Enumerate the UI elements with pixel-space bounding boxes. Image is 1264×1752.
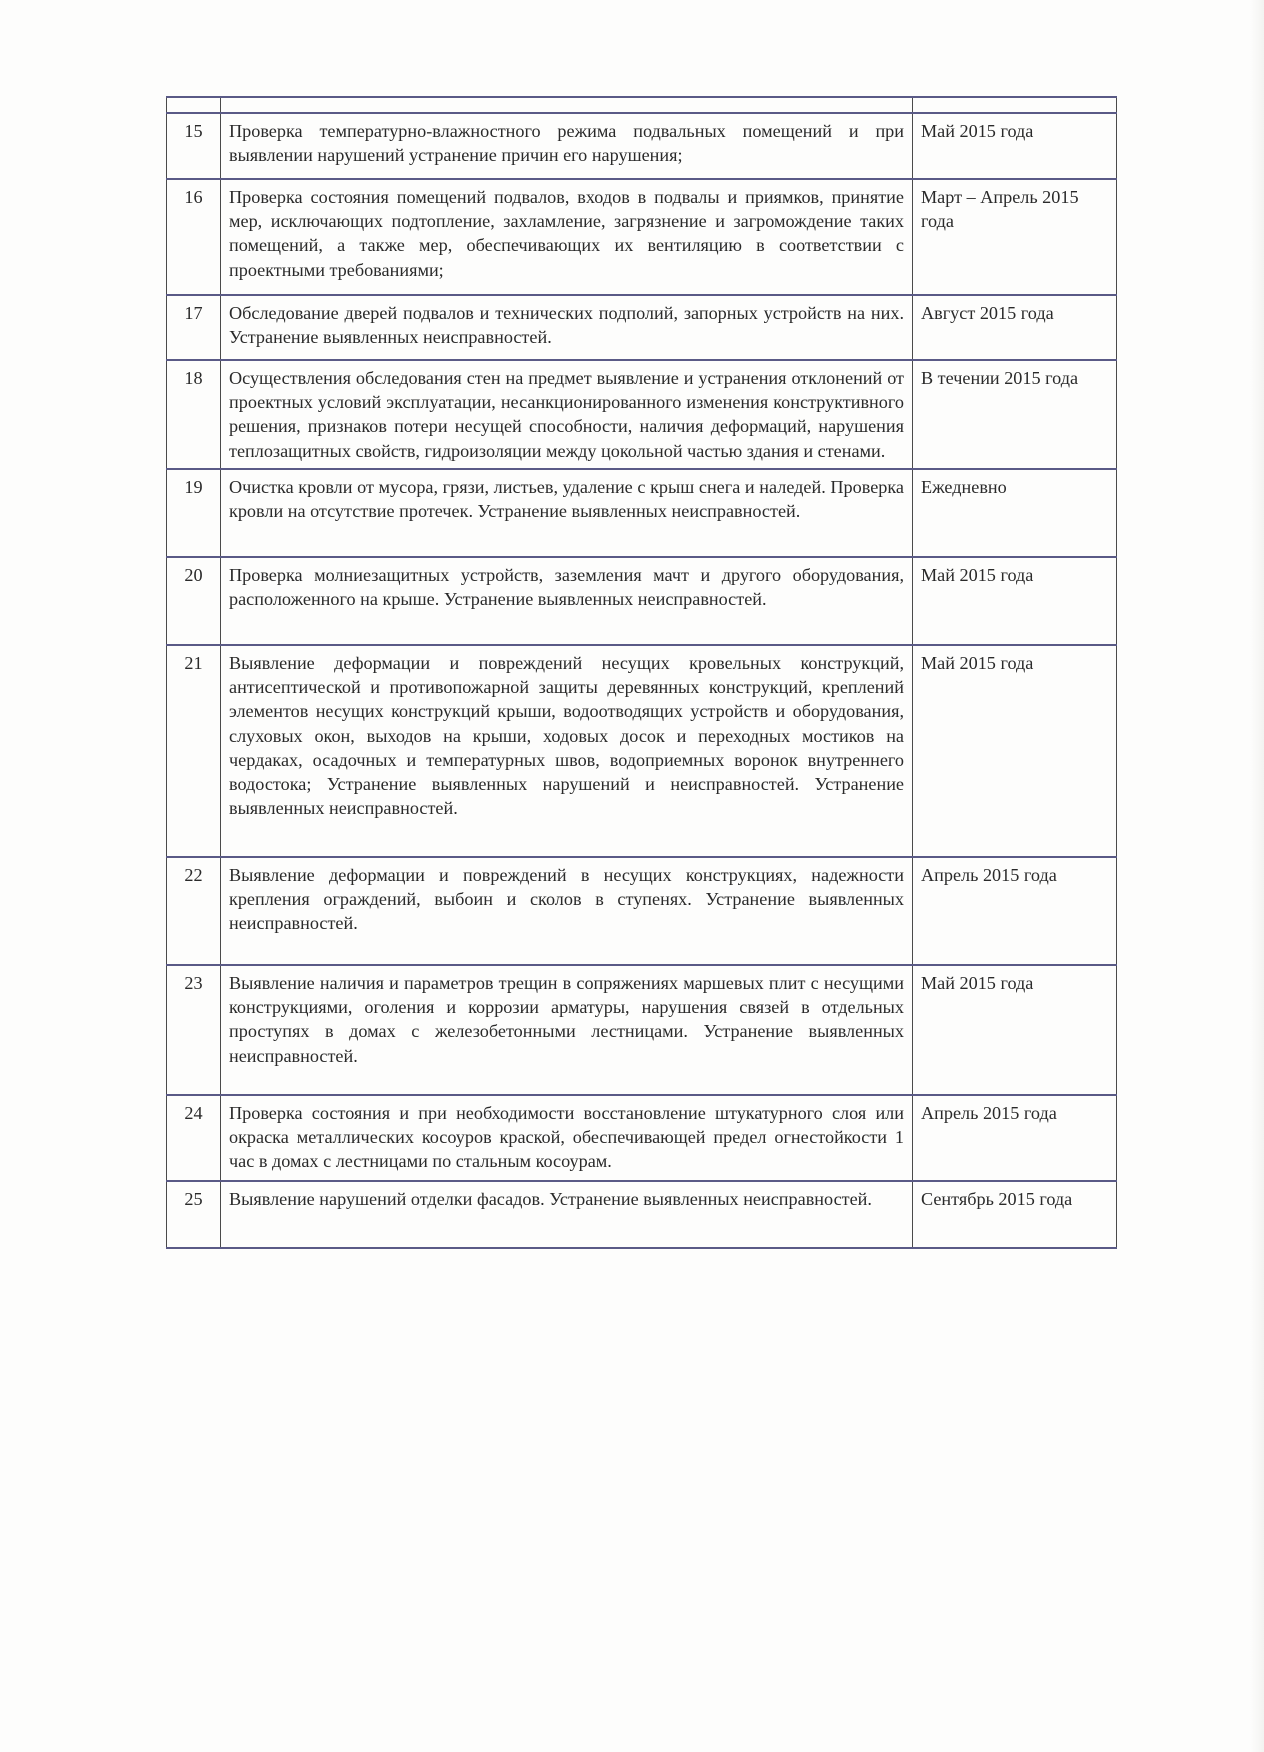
row-task: Выявление наличия и параметров трещин в сопряжениях маршевых плит с несущими конструкциями, оголения и коррозии арматуры, нарушения связей в отдельных проступях в домах с железобетонными лестницами. Устранение выявленных неисправностей. [221, 965, 913, 1095]
table-row [167, 1181, 1117, 1248]
row-task: Проверка состояния помещений подвалов, входов в подвалы и приямков, принятие мер, исключающих подтопление, захламление, загрязнение и загромождение таких помещений, а также мер, обеспечивающих их вентиляцию в соответствии с проектными требованиями; [221, 179, 913, 295]
row-deadline: Сентябрь 2015 года [913, 1181, 1117, 1248]
row-number: 21 [167, 645, 221, 857]
row-task: Очистка кровли от мусора, грязи, листьев, удаление с крыш снега и наледей. Проверка кровли на отсутствие протечек. Устранение выявленных неисправностей. [221, 469, 913, 557]
row-task: Выявление деформации и повреждений в несущих конструкциях, надежности крепления ограждений, выбоин и сколов в ступенях. Устранение выявленных неисправностей. [221, 857, 913, 965]
row-deadline: Март – Апрель 2015 года [913, 179, 1117, 295]
row-number: 16 [167, 179, 221, 295]
table-row [167, 360, 1117, 469]
row-task: Выявление нарушений отделки фасадов. Устранение выявленных неисправностей. [221, 1181, 913, 1248]
maintenance-schedule-table [166, 96, 1117, 1249]
header-text-cell [221, 97, 913, 113]
row-number: 18 [167, 360, 221, 469]
row-task: Выявление деформации и повреждений несущих кровельных конструкций, антисептической и противопожарной защиты деревянных конструкций, креплений элементов несущих конструкций крыши, водоотводящих устройств и оборудования, слуховых окон, выходов на крыши, ходовых досок и переходных мостиков на чердаках, осадочных и температурных швов, водоприемных воронок внутреннего водостока; Устранение выявленных нарушений и неисправностей. Устранение выявленных неисправностей. [221, 645, 913, 857]
table-row [167, 113, 1117, 179]
row-task: Осуществления обследования стен на предмет выявление и устранения отклонений от проектных условий эксплуатации, несанкционированного изменения конструктивного решения, признаков потери несущей способности, наличия деформаций, нарушения теплозащитных свойств, гидроизоляции между цокольной частью здания и стенами. [221, 360, 913, 469]
table-row [167, 645, 1117, 857]
header-num-cell [167, 97, 221, 113]
row-number: 23 [167, 965, 221, 1095]
row-deadline: Август 2015 года [913, 295, 1117, 360]
header-date-cell [913, 97, 1117, 113]
row-number: 25 [167, 1181, 221, 1248]
row-task: Проверка молниезащитных устройств, заземления мачт и другого оборудования, расположенного на крыше. Устранение выявленных неисправностей. [221, 557, 913, 645]
row-number: 17 [167, 295, 221, 360]
row-deadline: Май 2015 года [913, 645, 1117, 857]
row-deadline: Май 2015 года [913, 113, 1117, 179]
row-deadline: Ежедневно [913, 469, 1117, 557]
table-row [167, 179, 1117, 295]
row-deadline: Апрель 2015 года [913, 857, 1117, 965]
row-task: Проверка состояния и при необходимости восстановление штукатурного слоя или окраска металлических косоуров краской, обеспечивающей предел огнестойкости 1 час в домах с лестницами по стальным косоурам. [221, 1095, 913, 1181]
page-edge-shadow [1250, 0, 1264, 1752]
table-row [167, 965, 1117, 1095]
table-row [167, 295, 1117, 360]
row-deadline: В течении 2015 года [913, 360, 1117, 469]
row-number: 24 [167, 1095, 221, 1181]
table-header-row [167, 97, 1117, 113]
row-task: Обследование дверей подвалов и технических подполий, запорных устройств на них. Устранение выявленных неисправностей. [221, 295, 913, 360]
row-deadline: Май 2015 года [913, 557, 1117, 645]
table-row [167, 469, 1117, 557]
row-task: Проверка температурно-влажностного режима подвальных помещений и при выявлении нарушений устранение причин его нарушения; [221, 113, 913, 179]
table-row [167, 557, 1117, 645]
row-number: 20 [167, 557, 221, 645]
row-number: 15 [167, 113, 221, 179]
table-row [167, 1095, 1117, 1181]
row-deadline: Май 2015 года [913, 965, 1117, 1095]
table-row [167, 857, 1117, 965]
row-number: 19 [167, 469, 221, 557]
row-number: 22 [167, 857, 221, 965]
row-deadline: Апрель 2015 года [913, 1095, 1117, 1181]
